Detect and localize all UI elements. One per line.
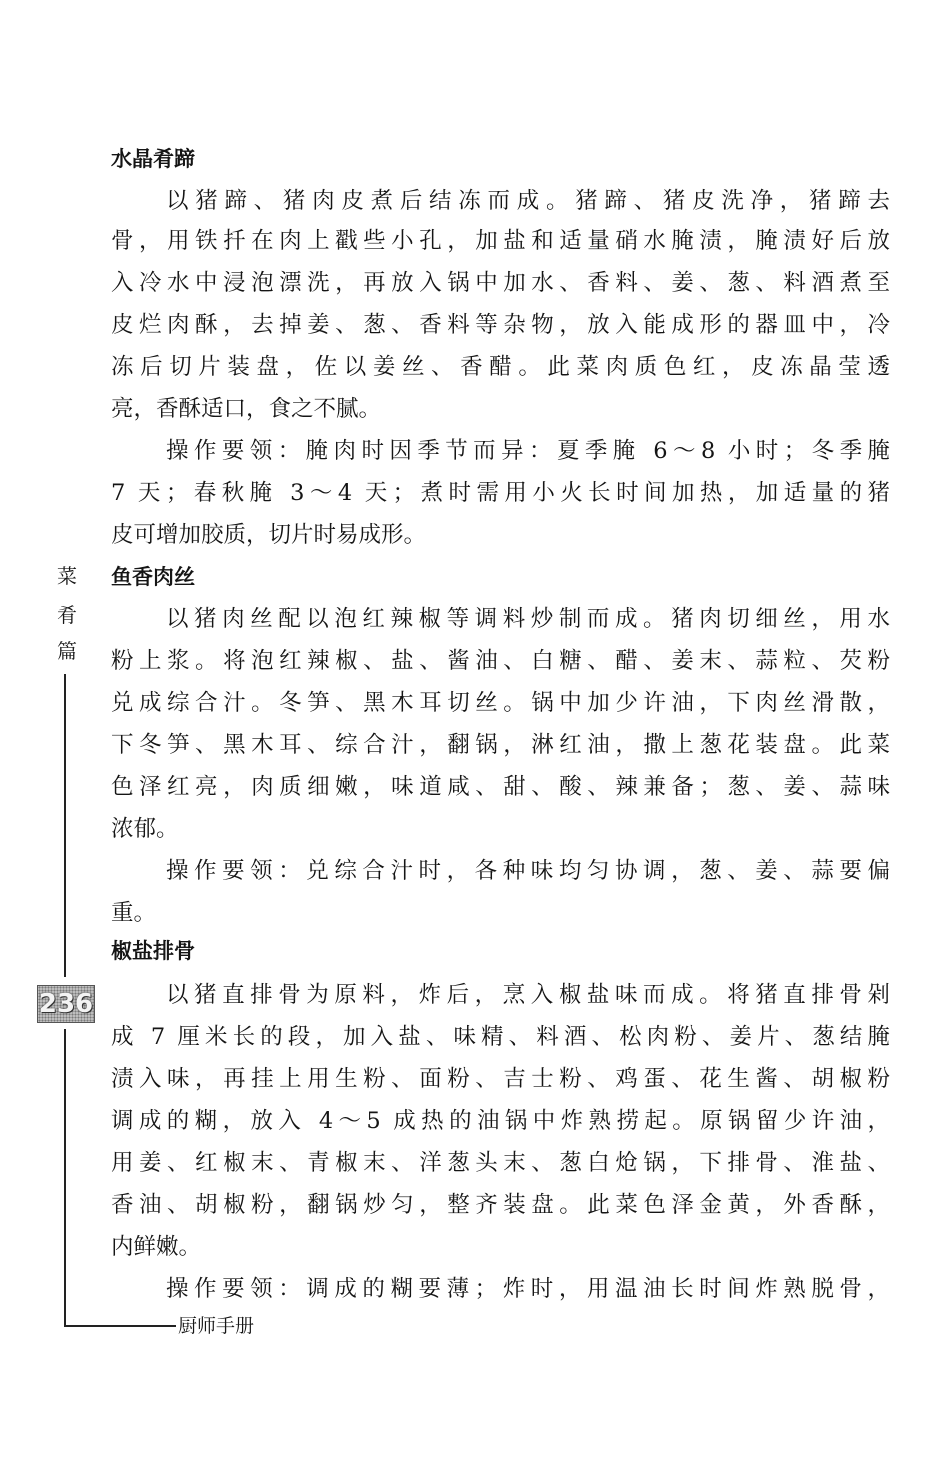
paragraph-line: 皮烂肉酥，去掉姜、葱、香料等杂物，放入能成形的器皿中，冷 <box>111 312 890 338</box>
paragraph-line: 以猪蹄、猪肉皮煮后结冻而成。猪蹄、猪皮洗净，猪蹄去 <box>166 188 890 214</box>
margin-rule <box>64 1029 66 1326</box>
paragraph-line: 内鲜嫩。 <box>111 1234 202 1260</box>
section-tab-char: 肴 <box>57 603 77 627</box>
paragraph-line: 以猪直排骨为原料，炸后，烹入椒盐味而成。将猪直排骨剁 <box>166 982 890 1008</box>
paragraph-line: 下冬笋、黑木耳、综合汁，翻锅，淋红油，撒上葱花装盘。此菜 <box>111 732 890 758</box>
paragraph-line: 操作要领：腌肉时因季节而异：夏季腌 6～8 小时；冬季腌 <box>166 438 890 464</box>
section-title: 椒盐排骨 <box>111 939 195 963</box>
paragraph-line: 渍入味，再挂上用生粉、面粉、吉士粉、鸡蛋、花生酱、胡椒粉 <box>111 1066 890 1092</box>
book-title-footer: 厨师手册 <box>178 1315 255 1337</box>
paragraph-line: 香油、胡椒粉，翻锅炒匀，整齐装盘。此菜色泽金黄，外香酥， <box>111 1192 890 1218</box>
paragraph-line: 以猪肉丝配以泡红辣椒等调料炒制而成。猪肉切细丝，用水 <box>166 606 890 632</box>
paragraph-line: 操作要领：调成的糊要薄；炸时，用温油长时间炸熟脱骨， <box>166 1276 890 1302</box>
margin-rule <box>64 674 66 977</box>
paragraph-line: 粉上浆。将泡红辣椒、盐、酱油、白糖、醋、姜末、蒜粒、芡粉 <box>111 648 890 674</box>
footer-rule <box>64 1325 176 1327</box>
paragraph-line: 皮可增加胶质，切片时易成形。 <box>111 522 427 548</box>
paragraph-line: 重。 <box>111 900 157 926</box>
paragraph-line: 亮，香酥适口，食之不腻。 <box>111 396 382 422</box>
paragraph-line: 兑成综合汁。冬笋、黑木耳切丝。锅中加少许油，下肉丝滑散， <box>111 690 890 716</box>
paragraph-line: 操作要领：兑综合汁时，各种味均匀协调，葱、姜、蒜要偏 <box>166 858 890 884</box>
paragraph-line: 冻后切片装盘，佐以姜丝、香醋。此菜肉质色红，皮冻晶莹透 <box>111 354 890 380</box>
section-title: 鱼香肉丝 <box>111 565 195 589</box>
section-tab-char: 菜 <box>57 564 77 588</box>
paragraph-line: 成 7 厘米长的段，加入盐、味精、料酒、松肉粉、姜片、葱结腌 <box>111 1024 890 1050</box>
paragraph-line: 7 天；春秋腌 3～4 天；煮时需用小火长时间加热，加适量的猪 <box>111 480 890 506</box>
paragraph-line: 调成的糊，放入 4～5 成热的油锅中炸熟捞起。原锅留少许油， <box>111 1108 890 1134</box>
paragraph-line: 色泽红亮，肉质细嫩，味道咸、甜、酸、辣兼备；葱、姜、蒜味 <box>111 774 890 800</box>
paragraph-line: 用姜、红椒末、青椒末、洋葱头末、葱白炝锅，下排骨、淮盐、 <box>111 1150 890 1176</box>
paragraph-line: 入冷水中浸泡漂洗，再放入锅中加水、香料、姜、葱、料酒煮至 <box>111 270 890 296</box>
paragraph-line: 骨，用铁扦在肉上戳些小孔，加盐和适量硝水腌渍，腌渍好后放 <box>111 228 890 254</box>
paragraph-line: 浓郁。 <box>111 816 179 842</box>
page-number: 236 <box>37 985 95 1023</box>
section-tab-char: 篇 <box>57 639 77 663</box>
section-title: 水晶肴蹄 <box>111 147 195 171</box>
